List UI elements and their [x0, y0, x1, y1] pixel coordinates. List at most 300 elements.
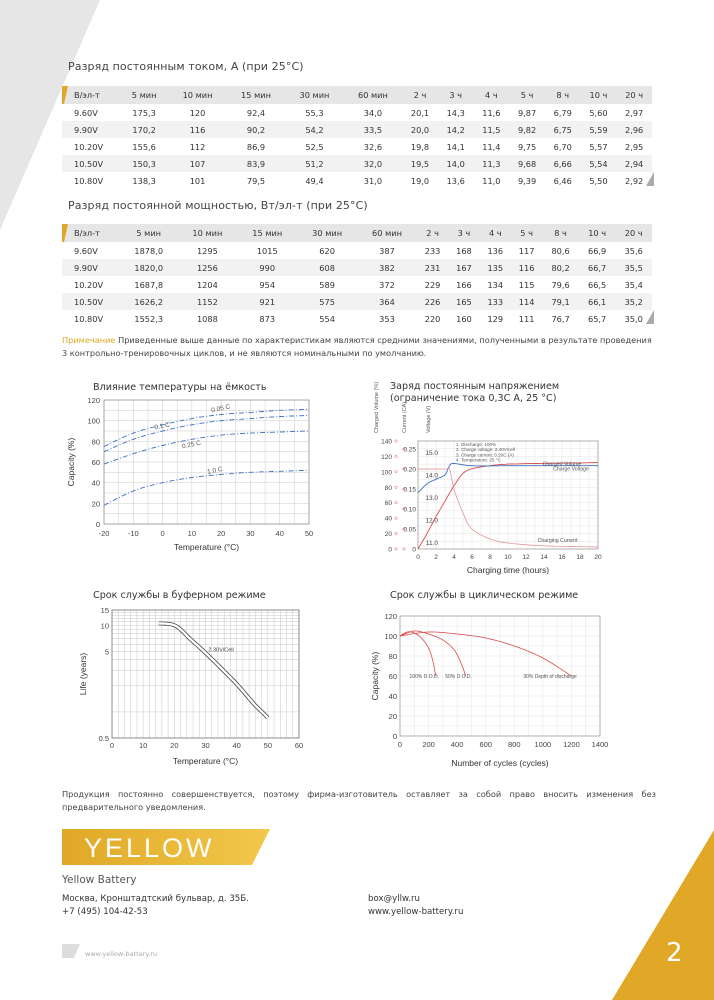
y-tick-label: 20: [91, 499, 100, 509]
table-cell: 575: [297, 293, 357, 310]
series-label: Charging Current: [537, 537, 578, 544]
table-cell: 155,6: [132, 141, 156, 152]
table-cell: 11,3: [474, 155, 510, 172]
table-cell: 167: [448, 259, 479, 276]
axis-header: Charged Volume (%): [374, 381, 380, 433]
table-cell: 92,4: [246, 107, 266, 118]
series-label: 0.1 C: [153, 421, 171, 432]
table-cell: 11,6: [482, 107, 501, 118]
table-cell: 14,0: [438, 155, 474, 172]
table-cell: 20,1: [410, 107, 430, 118]
table-cell: 52,5: [305, 141, 324, 152]
y-tick-voltage: 14.0: [425, 472, 438, 480]
x-tick-label: 12: [522, 554, 530, 561]
annotation: 2.30V/Cell: [208, 647, 234, 654]
cycle-life-chart: [368, 608, 618, 768]
x-tick-label: 600: [479, 740, 492, 749]
x-tick-label: 30: [246, 529, 255, 538]
table-cell: 35,0: [624, 313, 643, 324]
table-cell: 220: [424, 313, 441, 324]
discharge-current-table: [62, 86, 652, 189]
corner-accent: [612, 830, 714, 1000]
table-cell: 6,75: [545, 121, 581, 138]
series-line: [400, 632, 436, 676]
x-tick-label: 800: [508, 740, 521, 749]
column-header: 10 мин: [168, 86, 226, 104]
table-cell: 10.20V: [74, 141, 104, 152]
column-header: В/эл-т: [62, 224, 120, 242]
table-cell: 608: [297, 259, 357, 276]
y-axis-label: Life (years): [78, 652, 88, 696]
table-cell: 35,2: [615, 293, 652, 310]
table-cell: 10.80V: [74, 175, 104, 186]
column-header: 2 ч: [417, 224, 448, 242]
table-cell: 138,3: [132, 175, 156, 186]
table-cell: 35,4: [624, 279, 643, 290]
tick-dot: [403, 548, 405, 550]
series-label: 0.05 C: [210, 403, 231, 415]
website-link[interactable]: www.yellow-battery.ru: [368, 907, 464, 917]
page-number: 2: [666, 938, 683, 968]
table-cell: 20,0: [402, 121, 438, 138]
tick-dot: [395, 471, 397, 473]
table-cell: 117: [518, 245, 535, 256]
table-cell: 2,94: [616, 155, 652, 172]
table-cell: 14,3: [446, 107, 465, 118]
column-header: 15 мин: [227, 86, 285, 104]
note: [62, 334, 654, 360]
table-cell: 111: [518, 313, 535, 324]
table-cell: 233: [424, 245, 441, 256]
tick-dot: [395, 502, 397, 504]
x-tick-label: 6: [470, 554, 474, 561]
column-header: 5 мин: [120, 86, 168, 104]
y-tick-current: 0.05: [403, 526, 416, 534]
table-cell: 372: [379, 279, 395, 290]
table-cell: 954: [259, 279, 276, 290]
float-life-chart: [70, 604, 320, 769]
table-cell: 5,57: [589, 141, 608, 152]
x-tick-label: 20: [216, 529, 226, 538]
x-tick-label: 60: [294, 741, 304, 750]
table-cell: 19,8: [410, 141, 430, 152]
y-tick-label: 0: [392, 732, 397, 741]
table-cell: 35,5: [615, 259, 652, 276]
phone[interactable]: +7 (495) 104-42-53: [62, 907, 148, 917]
table-cell: 6,79: [553, 107, 572, 118]
table-cell: 32,6: [363, 141, 383, 152]
table-cell: 9.60V: [74, 245, 98, 256]
table-cell: 990: [237, 259, 297, 276]
chart3-title: Срок службы в буферном режиме: [93, 590, 266, 601]
x-tick-label: 14: [540, 554, 548, 561]
table-cell: 51,2: [285, 155, 343, 172]
table-row: [62, 121, 652, 138]
column-header: 15 мин: [237, 224, 297, 242]
x-tick-label: 0: [109, 741, 115, 750]
y-tick-voltage: 13.0: [425, 494, 438, 502]
column-header: 5 ч: [511, 224, 542, 242]
table-row: [62, 310, 652, 327]
disclaimer: Продукция постоянно совершенствуется, поэтому фирма-изготовитель оставляет за собой право вносить изменения без предварительного уведомления.: [62, 789, 656, 812]
table-cell: 31,0: [363, 175, 383, 186]
table-cell: 873: [259, 313, 276, 324]
table-cell: 11,0: [482, 175, 501, 186]
y-tick-label: 5: [104, 647, 109, 657]
table-cell: 14,2: [438, 121, 474, 138]
x-axis-label: Number of cycles (cycles): [451, 758, 549, 768]
table-cell: 165: [448, 293, 479, 310]
legend-line: 1. Discharge: 100%: [456, 442, 497, 447]
table-row: [62, 242, 652, 259]
y-tick-voltage: 11.0: [425, 539, 438, 547]
y-tick-voltage: 15.0: [425, 449, 438, 457]
y-tick-label: 60: [91, 458, 100, 467]
chart2-title: Заряд постоянным напряжением: [390, 381, 560, 392]
y-tick-volume: 120: [381, 453, 392, 461]
table-cell: 129: [487, 313, 504, 324]
x-axis-label: Temperature (°C): [173, 542, 240, 552]
table-cell: 353: [379, 313, 395, 324]
table-cell: 54,2: [285, 121, 343, 138]
table-cell: 1152: [177, 293, 237, 310]
note-text: Приведенные выше данные по характеристикам являются средними значениями, полученными в результате проведения 3 контрольно-тренировочных циклов, и не являются номинальными по умолчанию.: [62, 335, 652, 358]
note-label: Примечание: [62, 335, 116, 345]
y-tick-label: 120: [87, 396, 100, 405]
table-cell: 1295: [196, 245, 218, 256]
table-cell: 620: [319, 245, 335, 256]
series-label: 1.0 C: [206, 465, 224, 476]
table-cell: 9,39: [517, 175, 537, 186]
table-cell: 11,4: [482, 141, 501, 152]
table-cell: 1088: [196, 313, 218, 324]
x-tick-label: 50: [263, 741, 273, 750]
table-cell: 921: [237, 293, 297, 310]
table-cell: 107: [168, 155, 226, 172]
x-tick-label: 0: [160, 529, 165, 538]
table-cell: 10.20V: [74, 279, 104, 290]
column-header: 10 мин: [177, 224, 237, 242]
x-tick-label: 40: [275, 529, 284, 538]
x-tick-label: 1400: [591, 740, 609, 749]
table-cell: 387: [379, 245, 395, 256]
x-tick-label: 0: [397, 740, 403, 749]
y-tick-label: 15: [100, 606, 109, 615]
legend-line: 3. Charge current: 0.20C (A): [456, 452, 514, 458]
y-tick-volume: 80: [384, 484, 392, 492]
x-tick-label: 16: [558, 554, 566, 561]
yellow-logo: [62, 829, 270, 865]
tick-dot: [395, 548, 397, 550]
column-header: 8 ч: [542, 224, 579, 242]
y-tick-current: 0.15: [403, 486, 416, 494]
table-cell: 66,7: [579, 259, 616, 276]
table-cell: 2,97: [625, 107, 644, 118]
table-cell: 19,5: [402, 155, 438, 172]
table-cell: 76,7: [551, 313, 570, 324]
table-cell: 49,4: [305, 175, 324, 186]
table-cell: 9.90V: [62, 121, 120, 138]
small-logo-icon: [62, 944, 80, 958]
y-axis-label: Capacity (%): [370, 651, 380, 701]
tick-dot: [395, 517, 397, 519]
y-tick-label: 0: [95, 520, 100, 529]
address: Москва, Кронштадтский бульвар, д. 35Б.: [62, 894, 249, 904]
x-tick-label: 0: [416, 554, 420, 561]
discharge-power-table: [62, 224, 652, 327]
series-label: Charge Voltage: [553, 466, 589, 473]
y-tick-label: 10: [100, 621, 109, 631]
table-cell: 14,1: [446, 141, 465, 152]
table-cell: 66,9: [588, 245, 607, 256]
x-tick-label: 10: [187, 529, 197, 538]
table-row: [62, 259, 652, 276]
table-cell: 170,2: [120, 121, 168, 138]
table-cell: 5,50: [589, 175, 608, 186]
y-axis-label: Capacity (%): [66, 437, 76, 487]
table-cell: 32,0: [344, 155, 402, 172]
column-header: 30 мин: [297, 224, 357, 242]
y-tick-label: 80: [388, 652, 397, 661]
y-tick-volume: 40: [384, 515, 392, 523]
table-cell: 1878,0: [134, 245, 164, 256]
tick-dot: [395, 486, 397, 488]
table-cell: 10.50V: [62, 155, 120, 172]
table-cell: 168: [456, 245, 472, 256]
column-header: 3 ч: [448, 224, 479, 242]
table-cell: 160: [456, 313, 472, 324]
chart2-subtitle: (ограничение тока 0,3С А, 25 °С): [390, 393, 557, 404]
table-cell: 166: [456, 279, 472, 290]
axis-header: Current (CA): [402, 401, 408, 433]
x-tick-label: 20: [170, 741, 179, 750]
table-row: [62, 276, 652, 293]
x-tick-label: 2: [434, 554, 438, 561]
table-cell: 133: [480, 293, 511, 310]
table-cell: 19,0: [410, 175, 430, 186]
table-cell: 554: [319, 313, 335, 324]
x-tick-label: 40: [232, 741, 241, 750]
table-cell: 65,7: [588, 313, 607, 324]
table-cell: 6,70: [553, 141, 572, 152]
series-label: 50% D.O.D.: [445, 674, 472, 680]
y-tick-current: 0.10: [403, 506, 416, 514]
column-header: 4 ч: [474, 86, 510, 104]
table-cell: 34,0: [363, 107, 383, 118]
table-cell: 79,1: [542, 293, 579, 310]
table-cell: 229: [424, 279, 441, 290]
y-tick-volume: 0: [388, 546, 392, 554]
series-line: [400, 631, 466, 676]
column-header: 30 мин: [285, 86, 343, 104]
x-tick-label: 4: [452, 554, 456, 561]
table-cell: 1687,8: [134, 279, 164, 290]
y-tick-label: 100: [87, 416, 100, 426]
x-tick-label: 10: [504, 554, 512, 561]
email-link[interactable]: box@yllw.ru: [368, 894, 420, 904]
column-header: 8 ч: [545, 86, 581, 104]
x-tick-label: 400: [450, 740, 464, 749]
chart4-title: Срок службы в циклическом режиме: [390, 590, 579, 601]
table-cell: 134: [487, 279, 504, 290]
table-cell: 364: [357, 293, 417, 310]
table-cell: 2,95: [625, 141, 644, 152]
company-name: Yellow Battery: [62, 874, 137, 886]
tick-dot: [395, 532, 397, 534]
column-header: 3 ч: [438, 86, 474, 104]
table-cell: 120: [189, 107, 206, 118]
table-cell: 6,66: [545, 155, 581, 172]
table-cell: 2,96: [616, 121, 652, 138]
table-cell: 11,5: [474, 121, 510, 138]
table-row: [62, 138, 652, 155]
y-tick-label: 100: [384, 632, 397, 641]
table-cell: 90,2: [227, 121, 285, 138]
table-cell: 9.90V: [62, 259, 120, 276]
table-row: [62, 293, 652, 310]
y-tick-label: 20: [388, 712, 397, 721]
table-cell: 1552,3: [134, 313, 164, 324]
svg-text:YELLOW: YELLOW: [84, 833, 215, 863]
table-cell: 9,87: [517, 107, 537, 118]
table-marker: [62, 224, 68, 242]
table-cell: 115: [518, 279, 535, 290]
y-tick-volume: 140: [381, 438, 392, 446]
table-cell: 114: [511, 293, 542, 310]
table-cell: 101: [189, 175, 206, 186]
table-row: [62, 104, 652, 121]
x-tick-label: 20: [594, 554, 602, 561]
table-cell: 231: [417, 259, 448, 276]
table-cell: 55,3: [305, 107, 324, 118]
table-cell: 80,6: [551, 245, 570, 256]
table2-title: Разряд постоянной мощностью, Вт/эл-т (при 25°С): [68, 199, 368, 212]
column-header: 20 ч: [615, 224, 652, 242]
table-cell: 80,2: [542, 259, 579, 276]
y-tick-current: 0.25: [403, 446, 416, 454]
table-cell: 9,82: [509, 121, 545, 138]
table-cell: 5,54: [581, 155, 617, 172]
column-header: 4 ч: [480, 224, 511, 242]
temperature-capacity-chart: [60, 392, 330, 582]
column-header: 5 мин: [120, 224, 177, 242]
series-label: 0.25 C: [181, 439, 202, 451]
y-tick-label: 80: [91, 437, 100, 447]
x-tick-label: -10: [127, 529, 139, 538]
column-header: 60 мин: [357, 224, 417, 242]
tick-dot: [395, 440, 397, 442]
table-cell: 1256: [177, 259, 237, 276]
legend-line: 4. Temperature: 25 °C: [456, 457, 501, 463]
table-cell: 1204: [196, 279, 218, 290]
table-cell: 33,5: [344, 121, 402, 138]
table-cell: 13,6: [446, 175, 465, 186]
table-cell: 9,75: [517, 141, 537, 152]
table-cell: 86,9: [246, 141, 266, 152]
x-tick-label: 8: [488, 554, 492, 561]
legend-line: 2. Charge voltage: 2.40V/cell: [456, 447, 515, 453]
table-cell: 2,92: [625, 175, 644, 186]
y-tick-volume: 100: [381, 469, 392, 477]
table-cell: 79,6: [551, 279, 570, 290]
table-cell: 382: [357, 259, 417, 276]
series-label: Charged Volume: [542, 461, 582, 468]
column-header: В/эл-т: [62, 86, 120, 104]
table-cell: 66,1: [579, 293, 616, 310]
table-corner-mark: [646, 310, 654, 324]
table-cell: 1015: [256, 245, 278, 256]
y-tick-label: 0.5: [98, 734, 109, 743]
x-tick-label: 30: [201, 741, 210, 750]
column-header: 10 ч: [581, 86, 617, 104]
table-cell: 79,5: [246, 175, 266, 186]
table-cell: 150,3: [120, 155, 168, 172]
x-tick-label: -20: [98, 529, 110, 538]
table-row: [62, 172, 652, 189]
x-tick-label: 10: [138, 741, 148, 750]
table-cell: 35,6: [624, 245, 643, 256]
table-cell: 9,68: [509, 155, 545, 172]
table-cell: 116: [168, 121, 226, 138]
table-cell: 10.80V: [74, 313, 104, 324]
table1-title: Разряд постоянным током, А (при 25°С): [68, 60, 304, 73]
x-axis-label: Charging time (hours): [466, 565, 550, 575]
website-small: www.yellow-battery.ru: [85, 950, 158, 958]
column-header: 10 ч: [579, 224, 616, 242]
table-cell: 136: [487, 245, 504, 256]
table-cell: 1626,2: [120, 293, 177, 310]
tick-dot: [395, 455, 397, 457]
table-cell: 175,3: [132, 107, 156, 118]
y-tick-label: 40: [91, 478, 100, 488]
table-corner-mark: [646, 172, 654, 186]
table-cell: 83,9: [227, 155, 285, 172]
table-row: [62, 155, 652, 172]
x-axis-label: Temperature (°C): [172, 756, 239, 766]
series-label: 30% Depth of discharge: [523, 674, 577, 680]
table-marker: [62, 86, 68, 104]
column-header: 2 ч: [402, 86, 438, 104]
table-cell: 112: [189, 141, 206, 152]
y-tick-current: 0.20: [403, 466, 416, 474]
table-cell: 10.50V: [62, 293, 120, 310]
y-tick-label: 40: [388, 692, 397, 701]
column-header: 20 ч: [616, 86, 652, 104]
table-cell: 6,46: [553, 175, 572, 186]
x-tick-label: 1200: [563, 740, 580, 749]
axis-header: Voltage (V): [426, 405, 432, 433]
x-tick-label: 50: [304, 529, 314, 538]
y-tick-label: 120: [384, 612, 397, 621]
y-tick-voltage: 12.0: [425, 517, 438, 525]
x-tick-label: 18: [576, 554, 584, 561]
y-tick-current: 0: [412, 546, 416, 554]
table-cell: 5,59: [581, 121, 617, 138]
chart1-title: Влияние температуры на ёмкость: [93, 382, 267, 393]
series-label: 100% D.O.D.: [409, 674, 440, 680]
x-tick-label: 200: [422, 740, 435, 749]
y-tick-volume: 20: [384, 531, 392, 539]
column-header: 5 ч: [509, 86, 545, 104]
table-cell: 9.60V: [74, 107, 98, 118]
table-cell: 589: [319, 279, 335, 290]
x-tick-label: 1000: [534, 740, 552, 749]
table-cell: 1820,0: [120, 259, 177, 276]
table-cell: 116: [511, 259, 542, 276]
table-cell: 226: [417, 293, 448, 310]
table-cell: 135: [480, 259, 511, 276]
column-header: 60 мин: [344, 86, 402, 104]
